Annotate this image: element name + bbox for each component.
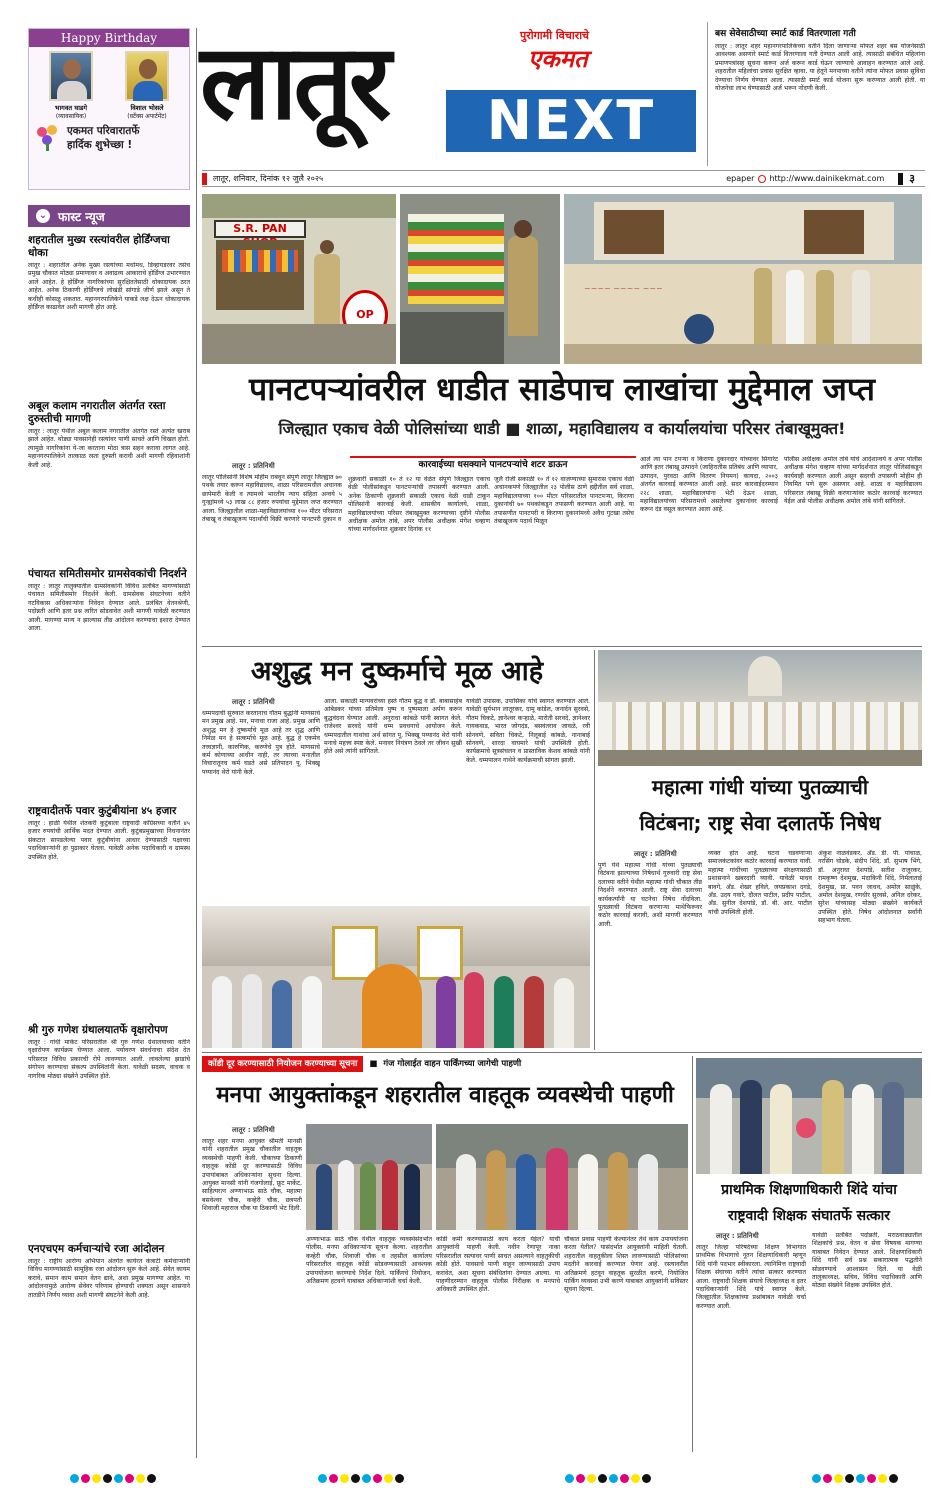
news-body: लातूर : लातूर तालुक्यातील ग्रामसेवकांनी विविध प्रलंबित मागण्यांसाठी पंचायत समितीसमोर निदर्शने केली. ग्रामसेवक संघटनेच्या वतीने गटविकास अधिकाऱ्यांना निवेदन देण्यात आले. प्रलंबित वेतनश्रेणी, पदोन्नती आणि इतर प्रश्न त्वरित सोडवावेत अशी मागणी यावेळी करण्यात आली. मागण्या मान्य न झाल्यास तीव्र आंदोलन करण्याचा इशारा देण्यात आला. <box>28 583 190 633</box>
news-title: श्री गुरु गणेश ग्रंथालयातर्फे वृक्षारोपण <box>28 1024 168 1036</box>
dharma-photo <box>202 906 590 1048</box>
felicitation-col-2: यावेळी प्रलंबित पदोन्नती, मराठवाड्यातील शिक्षकांचे प्रश्न, वेतन व सेवा विषयक मागण्या याबाबत निवेदन देण्यात आले. शिक्षणाधिकारी शिंदे यांनी सर्व प्रश्न सकारात्मक पद्धतीने सोडवण्याचे आश्वासन दिले. या वेळी तालुकाध्यक्ष, सचिव, विविध पदाधिकारी आणि मोठ्या संख्येने शिक्षक उपस्थित होते. <box>812 1232 922 1290</box>
felicitation-headline-2: राष्ट्रवादी शिक्षक संघातर्फे सत्कार <box>727 1208 891 1224</box>
news-title: पंचायत समितीसमोर ग्रामसेवकांची निदर्शने <box>28 568 187 580</box>
gandhi-col-1: पुणे येथे महात्मा गांधी यांच्या पुतळ्याची विटंबना झाल्याच्या निषेधार्थ गुरुवारी राष्ट्र सेवा दलाच्या वतीने येथील महात्मा गांधी चौकात तीव्र निदर्शने करण्यात आली. राष्ट्र सेवा दलाच्या कार्यकर्त्यांनी या घटनेचा निषेध नोंदविला. पुतळ्याची विटंबना करणाऱ्या माथेफिरूवर कठोर कारवाई करावी, अशी मागणी करण्यात आली. <box>598 862 702 928</box>
felicitation-headline-1: प्राथमिक शिक्षणाधिकारी शिंदे यांचा <box>721 1182 897 1198</box>
list-item <box>28 805 190 1020</box>
raid-col-4: आले त्या पान टपऱ्या व किराणा दुकानदार यांच्यावर सिगारेट आणि इतर तंबाखू उत्पादने (जाहिरातीस प्रतिबंध आणि व्यापार, उत्पादन, पुरवठा आणि वितरण नियमन) कायदा, २००३ अंतर्गत कारवाई करण्यात आली आहे. सदर कारवाईदरम्यान २२८ शाळा, महाविद्यालयांना भेटी देऊन शाळा, महाविद्यालयांच्या परिसरामध्ये असलेल्या दुकानांवर कारवाई करून दंड वसूल करण्यात आला आहे. <box>640 456 778 514</box>
list-item <box>28 234 190 396</box>
gandhi-headline-2: विटंबना; राष्ट्र सेवा दलातर्फे निषेध <box>639 811 881 835</box>
gandhi-col-3: अंकुश नाळवंडकर, अ‍ॅड. डी. पी. पांचाळ, नरसिंग घोडके, संदीप शिंदे, डॉ. सुभाष भिंगे, डॉ. अनुराधा देशपांडे, सतीश राजूरकर, रामकृष्ण देशमुख, मंदाकिनी शिंदे, निर्मलाताई देशमुख, प्रा. पवन जाधव, अमोल साळुंके, अमोल देशमुख, रणधीर सुरवसे, अनिल दरेकर, सुरेश यांच्यासह मोठ्या संख्येने कार्यकर्ते उपस्थित होते. निषेध आंदोलनात सर्वांनी सहभाग घेतला. <box>818 850 922 925</box>
birthday-person-role: (वर्टेक्स अपार्टमेंट) <box>127 113 167 120</box>
dharma-col-2: आला. सकाळी मान्यवरांच्या हस्ते गौतम बुद्ध व डॉ. बाबासाहेब आंबेडकर यांच्या प्रतिमेला पुष्प व पुष्पमाला अर्पण करून बुद्धवंदना घेण्यात आली. अनुराधा कांबळे यांनी स्वागत केले. राजेश्वर सरवदे यांनी धम्म प्रवचनाचे आयोजन केले. धम्मपदातील गाथांचा अर्थ सांगत पू. भिक्खू पय्यानंद थेरो यांनी मनाचे महत्त्व स्पष्ट केले. मनावर नियंत्रण ठेवले तर जीवन सुखी होते असे त्यांनी सांगितले. <box>324 698 462 756</box>
dateline: लातूर, शनिवार, दिनांक १२ जुलै २०२५ <box>213 174 324 183</box>
fast-news-label: फास्ट न्यूज <box>58 209 105 224</box>
news-title: एनएचएम कर्मचाऱ्यांचे रजा आंदोलन <box>28 1243 165 1255</box>
traffic-col-2: अण्णाभाऊ साठे चौक येथील वाहतूक व्यवस्थेसंदर्भात पोलीस, मनपा अधिकाऱ्यांना सूचना केल्या. शहरातील कव्हेरी चौक, शिवाजी चौक व तहसील कार्यालय परिसरातील वाहतूक कोंडी सोडवण्यासाठी आवश्यक उपाययोजना करण्याचे निर्देश दिले. पार्किंगचे नियोजन, अतिक्रमण हटवणे याबाबत अधिकाऱ्यांशी चर्चा केली. <box>306 1236 432 1286</box>
traffic-photo-crowd <box>306 1124 432 1230</box>
masthead-title: लातूर <box>200 21 388 143</box>
raid-photo-school: ~~~~ ~~~~ ~~~ <box>564 194 922 364</box>
page-number: ३ <box>909 172 915 185</box>
traffic-tag-extra: गंज गोलाईत वाहन पार्किंगच्या जागेची पाहणी <box>383 1059 522 1069</box>
flower-bouquet-icon <box>35 125 61 151</box>
globe-icon <box>758 175 766 183</box>
gandhi-col-2: व्यक्त होत आहे. घटना घडवणाऱ्या समाजकंटकांवर कठोर कारवाई करण्यात यावी. महात्मा गांधींच्या पुतळ्याच्या संरक्षणासाठी प्रशासनाने खबरदारी घ्यावी. यावेळी माधव बावगे, अ‍ॅड. शेखर हविले, जयप्रकाश दगडे, अ‍ॅड. उदय गवारे, दौलत पाटील, प्रदीप पाटील, अ‍ॅड. सुनील देशपांडे, डॉ. बी. आर. पाटील यांची उपस्थिती होती. <box>708 850 812 916</box>
raid-headline: पानटपऱ्यांवरील धाडीत साडेपाच लाखांचा मुद्देमाल जप्त <box>249 370 875 408</box>
list-item <box>28 568 190 801</box>
raid-byline: लातूर : प्रतिनिधी <box>232 462 275 470</box>
traffic-col-1: लातूर शहर मनपा आयुक्त श्रीमती मानसी यांनी शहरातील प्रमुख चौकातील वाहतूक व्यवस्थेची पाहणी केली. चौकाच्या ठिकाणी वाहतूक कोंडी दूर करण्यासाठी विविध उपायांबाबत अधिकाऱ्यांना सूचना दिल्या. आयुक्त मानसी यांनी गंजगोलाई, फ्रूट मार्केट, साहित्यरत्न अण्णाभाऊ साठे चौक, महात्मा बसवेश्वर चौक, कव्हेरी चौक, छत्रपती शिवाजी महाराज चौक या ठिकाणी भेट दिली. <box>202 1138 302 1213</box>
birthday-banner: Happy Birthday <box>29 29 189 47</box>
raid-subhead: जिल्ह्यात एकाच वेळी पोलिसांच्या धाडी ■ शाळा, महाविद्यालय व कार्यालयांचा परिसर तंबाखूमुक्त! <box>278 419 846 438</box>
dateline-bar <box>202 170 925 187</box>
dharma-byline: लातूर : प्रतिनिधी <box>232 698 275 706</box>
list-item <box>28 1243 190 1460</box>
birthday-wish-line: एकमत परिवारातर्फे <box>67 125 140 137</box>
dharma-headline: अशुद्ध मन दुष्कर्माचे मूळ आहे <box>250 656 544 687</box>
color-registration-marks <box>812 1474 898 1483</box>
list-item <box>28 400 190 564</box>
bus-card-box <box>707 22 925 166</box>
raid-col-2: शुक्रवारी सकाळी १० ते १२ या वेळेत संपूर्ण जिल्ह्यात एकाच वेळी पोलीसांकडून पानटपऱ्यांची तपासणी करण्यात आली. अनेक ठिकाणी शुक्रवारी सकाळी एकाच वेळी धाडी टाकून पोलिसांनी कारवाई केली. शासकीय कार्यालये, शाळा, महाविद्यालयांच्या परिसर तंबाखूमुक्त करण्याच्या दृष्टीने पोलीस अधीक्षक अमोल तांबे, अपर पोलीस अधीक्षक मंगेश चव्हाण यांच्या मार्गदर्शनात शुक्रवार दिनांक ११ <box>348 476 490 534</box>
traffic-headline: मनपा आयुक्तांकडून शहरातील वाहतूक व्यवस्थेची पाहणी <box>216 1082 674 1108</box>
birthday-box <box>28 28 190 190</box>
gandhi-byline: लातूर : प्रतिनिधी <box>634 850 677 858</box>
traffic-col-4: चौकात प्रवास पाहणी केल्यानंतर तेथे काय उपाययोजना करता येतील? यासंदर्भात आयुक्तांनी माहिती घेतली. शहरातील वाहतुकीला शिस्त लावण्यासाठी पोलिसांच्या मदतीने कारवाई करण्यात येणार आहे. रस्त्यावरील अतिक्रमणे हटवून वाहतूक सुरळीत करणे, नियोजित पार्किंग व्यवस्था उभी करणे याबाबत आयुक्तांनी सविस्तर सूचना दिल्या. <box>564 1236 688 1294</box>
traffic-byline: लातूर : प्रतिनिधी <box>232 1126 275 1134</box>
news-body: लातूर : लातूर येथील अबूल कलाम नगरातील अंतर्गत रस्ते अत्यंत खराब झाले आहेत. थोड्या पावसानेही रस्त्यांवर पाणी साचते आणि चिखल होतो. त्यामुळे नागरिकांना ये-जा करताना मोठा त्रास सहन करावा लागत आहे. महानगरपालिकेने तात्काळ रस्ता दुरुस्ती करावी अशी मागणी रहिवाशांनी केली आहे. <box>28 428 190 469</box>
raid-col-5: पोलीस अधीक्षक अमोल तांबे यांचे आदेशान्वये व अपर पोलीस अधीक्षक मंगेश चव्हाण यांच्या मार्गदर्शनात लातूर पोलिसांकडून कार्यवाही करण्यात आली असून सदरची तपासणी मोहीम ही नियमित पणे सुरू असणार आहे. शाळा व महाविद्यालय परिसरात तंबाखू विक्री करणाऱ्यांवर कठोर कारवाई करण्यात येईल असे पोलीस अधीक्षक अमोल तांबे यांनी सांगितले. <box>784 456 922 506</box>
shop-sign: S.R. PAN <box>214 220 306 238</box>
color-registration-marks <box>70 1474 156 1483</box>
news-body: लातूर : गांधी मार्केट परिसरातील श्री गुरु गणेश ग्रंथालयाच्या वतीने वृक्षारोपण कार्यक्रम घेण्यात आला. पर्यावरण संवर्धनाचा संदेश देत परिसरात विविध प्रकारची रोपे लावण्यात आली. लावलेल्या झाडांचे संगोपन करण्याचा संकल्प उपस्थितांनी केला. यावेळी सदस्य, वाचक व नागरिक मोठ्या संख्येने उपस्थित होते. <box>28 1039 190 1080</box>
birthday-wish-line: हार्दिक शुभेच्छा ! <box>67 139 133 151</box>
news-body: लातूर : राष्ट्रीय आरोग्य अभियान अंतर्गत कार्यरत कंत्राटी कर्मचाऱ्यांनी विविध मागण्यांसाठी सामूहिक रजा आंदोलन सुरू केले आहे. सेवेत कायम करावे, समान काम समान वेतन द्यावे, अशा प्रमुख मागण्या आहेत. या आंदोलनामुळे आरोग्य सेवेवर परिणाम होण्याची शक्यता असून शासनाने तातडीने निर्णय घ्यावा अशी मागणी संघटनेने केली आहे. <box>28 1258 190 1299</box>
news-body: लातूर : शहरातील अनेक मुख्य रस्त्यांच्या मधोमध, डिव्हायडरवर तसेच प्रमुख चौकात मोठ्या प्रमाणावर व अवाढव्य आकाराचे होर्डिंग्ज उभारण्यात आले आहेत. हे होर्डिंग्ज नागरिकांच्या सुरक्षिततेसाठी धोकादायक ठरत आहेत. अनेक ठिकाणी होर्डिंग्जचे लोखंडी सांगाडे जीर्ण झाले असून ते कधीही कोसळू शकतात. महानगरपालिकेने याकडे लक्ष देऊन धोकादायक होर्डिंग्ज काढावेत अशी मागणी होत आहे. <box>28 262 190 312</box>
birthday-person-role: (व्यावसायिक) <box>55 113 87 120</box>
fast-news-list <box>28 230 190 1460</box>
felicitation-col-1: लातूर जिल्हा परिषदेच्या शिक्षण विभागात प्राथमिक विभागाचे नूतन शिक्षणाधिकारी म्हणून शिंदे यांनी पदभार स्वीकारला. त्यानिमित्त राष्ट्रवादी शिक्षक संघाच्या वतीने त्यांचा सत्कार करण्यात आला. राष्ट्रवादी शिक्षक संघाचे जिल्हाध्यक्ष व इतर पदाधिकाऱ्यांनी शिंदे यांचे स्वागत केले. जिल्ह्यातील शिक्षकांच्या प्रश्नांबाबत यावेळी चर्चा करण्यात आली. <box>696 1244 806 1310</box>
traffic-col-3: कोंडी कमी करण्यासाठी काय करता येईल? याची आयुक्तांनी पाहणी केली. नवीन रेणापूर नाका परिसरातील रस्त्यावर पाणी साचत असल्याने वाहतुकीची कोंडी होते. पावसाचे पाणी वाहून जाण्यासाठी उपाय करावेत, अशा सूचना संबंधितांना देण्यात आल्या. या पाहणीदरम्यान वाहतूक पोलीस निरीक्षक व मनपाचे अधिकारी उपस्थित होते. <box>436 1236 560 1294</box>
news-title: शहरातील मुख्य रस्त्यांवरील होर्डिंग्जचा धोका <box>28 234 170 259</box>
dharma-col-1: धम्मपदाची सुरुवात करतानाच गौतम बुद्धांनी माणसाचे मन प्रमुख आहे. मन, मनाचा राजा आहे. प्रमुख आणि अशुद्ध मन हे दुष्कर्माचे मूळ आहे तर शुद्ध आणि निर्मळ मन हे सत्कर्माचे मूळ आहे. बुद्ध हे एकमेव तत्त्वज्ञानी, कारुणिक, करुणेचे पुत्र होते. माणसाचे कर्म कोणाच्या आधीन नाही, तर त्याच्या मनातील विचारातूनच कर्म घडते असे प्रतिपादन पू. भिक्खू पय्यानंद थेरो यांनी केले. <box>202 710 320 776</box>
birthday-person-name: भागवत घाडगे <box>54 104 88 112</box>
fast-news-header <box>28 205 190 227</box>
dharma-col-3: यावेळी उपासक, उपासिका यांचे स्वागत करण्यात आले. यावेळी सुर्यभान लातूरकर, दामू कांडेल, जनार्दन सुरवसे, गौतम चिकटे, ज्ञानेश्वर कऱ्हाळे, मारोती सरवदे, ज्ञानेश्वर गायकवाड, भारत जोगदंड, बसवंतराव जावळे, रवी सोनवणे, सविता चिकटे, निलूबाई कांबळे, नानाबाई सोनवणे, शारदा वाघमारे यांची उपस्थिती होती. कार्यक्रमाचे सूत्रसंचलन व प्रास्ताविक केशव कांबळे यांनी केले. धम्मपालन गाथेने कार्यक्रमाची सांगता झाली. <box>466 698 590 764</box>
raid-col-3: जुलै रोजी सकाळी १० ते १२ वाजण्याच्या सुमारास एकाच वेळी अचानकपणे जिल्ह्यातील २३ पोलीस ठाणे हद्दीतील सर्व शाळा, महाविद्यालयाच्या १०० मीटर परिसरातील पानटपऱ्या, किराणा दुकानांची ७० पथकांकडून तपासणी करण्यात आली आहे. या तपासणीत पानटपरी व किराणा दुकानांमध्ये अवैध गुटखा तसेच तंबाखूजन्य पदार्थ मिळून <box>494 476 634 526</box>
gandhi-headline-1: महात्मा गांधी यांच्या पुतळ्याची <box>651 775 869 799</box>
raid-kicker <box>350 456 636 472</box>
news-title: राष्ट्रवादीतर्फे पवार कुटुंबीयांना ४५ हजार <box>28 805 177 817</box>
bus-card-title: बस सेवेसाठीच्या स्मार्ट कार्ड वितरणाला गती <box>715 29 856 39</box>
bus-card-body: लातूर : लातूर शहर महानगरपालिकेच्या वतीने दिला जाणाऱ्या मोफत शहर बस योजनेसाठी आवश्यक असणारे स्मार्ट कार्ड वितरणाला गती देण्यात आली आहे. त्यासाठी संबंधित महिलांना प्रमाणपत्रांसह सूचना करून अर्ज करून कार्ड घेऊन जाण्याचे आवाहन करण्यात आले आहे. शहरातील महिलांचा प्रवास सुरक्षित व्हावा, या हेतूने मनपाच्या वतीने त्यांना मोफत प्रवास सुविधा देण्याचा निर्णय घेण्यात आला. त्यासाठी स्मार्ट कार्ड योजना सुरू करण्यात आली होती. या योजनेचा लाभ घेण्यासाठी अर्ज भरून नोंदणी केली. <box>715 43 925 93</box>
brand-logo: एकमत <box>528 45 588 73</box>
felicitation-byline: लातूर : प्रतिनिधी <box>716 1232 759 1240</box>
gandhi-protest-photo <box>598 650 922 766</box>
avatar <box>125 51 169 101</box>
news-body: लातूर : हाळी येथील शेतकरी कुटुंबाला राष्ट्रवादी काँग्रेसच्या वतीने ४५ हजार रुपयांची आर्थिक मदत देण्यात आली. कुटुंबप्रमुखाच्या निधनानंतर संकटात सापडलेल्या पवार कुटुंबीयांना आधार देण्यासाठी पक्षाच्या पदाधिकाऱ्यांनी हा पुढाकार घेतला. यावेळी अनेक पदाधिकारी व ग्रामस्थ उपस्थित होते. <box>28 820 190 861</box>
color-registration-marks <box>565 1474 651 1483</box>
traffic-photo-inspection <box>436 1124 688 1230</box>
raid-photo-shop: S.R. PAN OP <box>202 194 396 364</box>
felicitation-photo <box>696 1058 922 1174</box>
avatar <box>49 51 93 101</box>
website-link[interactable]: http://www.dainikekmat.com <box>769 174 885 183</box>
raid-col-1: लातूर पोलिसांनी विशेष मोहीम राबवून संपूर्ण लातूर जिल्ह्यात ७० पथके तयार करून महाविद्यालय, शाळा परिसरामधील अचानक छापेमारी केली व त्यामध्ये भारतीय न्याय संहिता अन्वये ५ गुन्ह्यांमध्ये ५३ लाख ८८ हजार रुपयांचा मुद्देमाल जप्त करण्यात आला. जिल्ह्यातील शाळा-महाविद्यालयांच्या १०० मीटर परिसरात तंबाखू व तंबाखूजन्य पदार्थांची विक्री करणारे पानटपरी दुकान व <box>202 474 342 524</box>
raid-kicker-text: कारवाईच्या धसक्याने पानटपऱ्यांचे शटर डाऊन <box>418 460 568 470</box>
brand-tag: पुरोगामी विचाराचे <box>520 29 590 42</box>
birthday-person-name: विशाल भोसले <box>130 104 164 112</box>
news-title: अबूल कलाम नगरातील अंतर्गत रस्ता दुरुस्तीची मागणी <box>28 400 166 425</box>
epaper-label: epaper <box>726 174 755 183</box>
traffic-tag: कोंडी दूर करण्यासाठी नियोजन करण्याच्या सूचना ■ गंज गोलाईत वाहन पार्किंगच्या जागेची पाहणी <box>202 1056 688 1072</box>
chevron-down-icon: ⌄ <box>36 209 50 223</box>
raid-photo-stall <box>400 194 560 364</box>
list-item <box>28 1024 190 1239</box>
next-badge: NEXT <box>446 90 696 152</box>
color-registration-marks <box>318 1474 404 1483</box>
traffic-tag-text: कोंडी दूर करण्यासाठी नियोजन करण्याच्या सूचना <box>202 1056 363 1072</box>
